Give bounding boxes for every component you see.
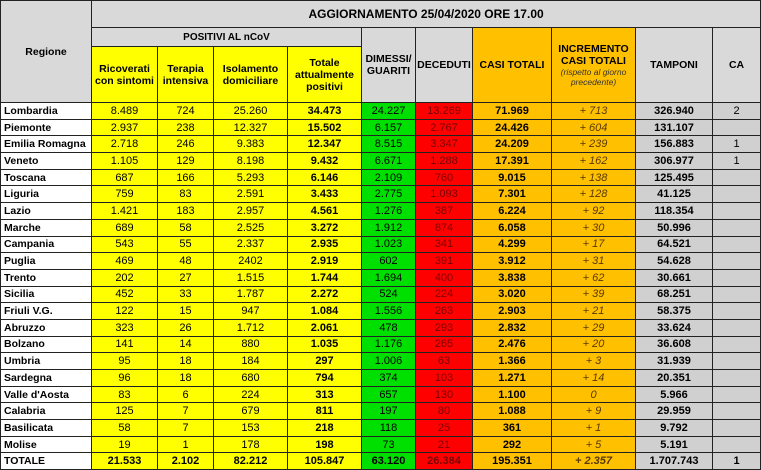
cell-regione: Marche [1,219,92,236]
cell-regione: Molise [1,436,92,453]
cell-terapia: 48 [158,253,214,270]
cell-deceduti: 387 [416,203,473,220]
cell-incremento: 0 [552,386,636,403]
cell-regione: Campania [1,236,92,253]
cell-totale: 105.847 [288,453,362,470]
cell-deceduti: 341 [416,236,473,253]
cell-deceduti: 25 [416,420,473,437]
cell-tamponi: 5.191 [636,436,713,453]
table-row [1,119,761,136]
cell-dimessi: 1.276 [362,203,416,220]
cell-ricoverati: 202 [92,269,158,286]
cell-ricoverati: 122 [92,303,158,320]
cell-cut [713,303,761,320]
cell-isolamento: 224 [214,386,288,403]
table-row [1,370,761,387]
cell-terapia: 33 [158,286,214,303]
cell-isolamento: 9.383 [214,136,288,153]
cell-incremento: + 31 [552,253,636,270]
cell-isolamento: 947 [214,303,288,320]
header-incremento-label: INCREMENTO CASI TOTALI [558,43,629,67]
cell-incremento: + 29 [552,319,636,336]
cell-terapia: 58 [158,219,214,236]
cell-tamponi: 125.495 [636,169,713,186]
cell-ricoverati: 58 [92,420,158,437]
cell-ricoverati: 141 [92,336,158,353]
cell-isolamento: 178 [214,436,288,453]
cell-ricoverati: 759 [92,186,158,203]
cell-regione: Valle d'Aosta [1,386,92,403]
cell-totale: 2.272 [288,286,362,303]
cell-cut [713,420,761,437]
cell-cut [713,169,761,186]
cell-ricoverati: 687 [92,169,158,186]
cell-regione: Toscana [1,169,92,186]
cell-dimessi: 524 [362,286,416,303]
cell-isolamento: 679 [214,403,288,420]
cell-terapia: 18 [158,370,214,387]
cell-totale: 34.473 [288,103,362,120]
cell-regione: Lazio [1,203,92,220]
cell-cut [713,286,761,303]
cell-isolamento: 2.525 [214,219,288,236]
cell-deceduti: 3.347 [416,136,473,153]
cell-deceduti: 265 [416,336,473,353]
cell-regione: Sicilia [1,286,92,303]
cell-totale: 2.919 [288,253,362,270]
cell-isolamento: 25.260 [214,103,288,120]
cell-regione: Basilicata [1,420,92,437]
cell-dimessi: 118 [362,420,416,437]
cell-dimessi: 24.227 [362,103,416,120]
table-row [1,336,761,353]
cell-terapia: 18 [158,353,214,370]
cell-terapia: 14 [158,336,214,353]
cell-isolamento: 2.591 [214,186,288,203]
cell-ricoverati: 83 [92,386,158,403]
cell-tamponi: 326.940 [636,103,713,120]
cell-incremento: + 2.357 [552,453,636,470]
table-row [1,420,761,437]
cell-incremento: + 20 [552,336,636,353]
cell-dimessi: 1.556 [362,303,416,320]
cell-regione: Liguria [1,186,92,203]
cell-totale: 1.084 [288,303,362,320]
cell-regione: Emilia Romagna [1,136,92,153]
cell-deceduti: 874 [416,219,473,236]
cell-regione: Trento [1,269,92,286]
cell-ricoverati: 543 [92,236,158,253]
cell-ricoverati: 125 [92,403,158,420]
cell-dimessi: 657 [362,386,416,403]
cell-totale: 297 [288,353,362,370]
cell-cut [713,203,761,220]
cell-tamponi: 5.966 [636,386,713,403]
cell-dimessi: 1.006 [362,353,416,370]
cell-deceduti: 293 [416,319,473,336]
cell-tamponi: 306.977 [636,153,713,170]
cell-totale: 2.935 [288,236,362,253]
cell-totale: 198 [288,436,362,453]
cell-deceduti: 2.767 [416,119,473,136]
cell-incremento: + 1 [552,420,636,437]
cell-terapia: 6 [158,386,214,403]
cell-ricoverati: 19 [92,436,158,453]
cell-tamponi: 64.521 [636,236,713,253]
cell-cut [713,236,761,253]
cell-cut [713,269,761,286]
cell-deceduti: 391 [416,253,473,270]
cell-ricoverati: 323 [92,319,158,336]
cell-dimessi: 478 [362,319,416,336]
cell-regione: Calabria [1,403,92,420]
cell-casi: 4.299 [473,236,552,253]
cell-isolamento: 5.293 [214,169,288,186]
table-row [1,253,761,270]
cell-terapia: 2.102 [158,453,214,470]
table-row [1,219,761,236]
cell-totale: 2.061 [288,319,362,336]
header-positivi-group: POSITIVI AL nCoV [92,28,362,47]
header-cut-column: CA [713,28,761,103]
table-row [1,186,761,203]
table-row [1,203,761,220]
cell-isolamento: 680 [214,370,288,387]
cell-dimessi: 2.109 [362,169,416,186]
cell-cut: 1 [713,453,761,470]
update-title: AGGIORNAMENTO 25/04/2020 ORE 17.00 [92,1,761,28]
table-row [1,386,761,403]
cell-casi: 6.224 [473,203,552,220]
cell-cut [713,253,761,270]
cell-casi: 3.838 [473,269,552,286]
header-deceduti: DECEDUTI [416,28,473,103]
cell-tamponi: 41.125 [636,186,713,203]
table-row [1,153,761,170]
cell-terapia: 26 [158,319,214,336]
cell-cut [713,403,761,420]
cell-totale: 9.432 [288,153,362,170]
cell-cut: 2 [713,103,761,120]
cell-dimessi: 63.120 [362,453,416,470]
cell-deceduti: 130 [416,386,473,403]
cell-totale: 15.502 [288,119,362,136]
cell-deceduti: 21 [416,436,473,453]
cell-totale: 1.035 [288,336,362,353]
cell-deceduti: 80 [416,403,473,420]
cell-totale: 3.272 [288,219,362,236]
cell-tamponi: 1.707.743 [636,453,713,470]
cell-casi: 1.088 [473,403,552,420]
table-row [1,436,761,453]
cell-isolamento: 1.712 [214,319,288,336]
cell-totale: 6.146 [288,169,362,186]
cell-tamponi: 131.107 [636,119,713,136]
cell-casi: 1.271 [473,370,552,387]
cell-cut: 1 [713,136,761,153]
cell-casi: 24.209 [473,136,552,153]
cell-isolamento: 12.327 [214,119,288,136]
cell-terapia: 7 [158,403,214,420]
header-ricoverati: Ricoverati con sintomi [92,47,158,103]
cell-tamponi: 68.251 [636,286,713,303]
cell-incremento: + 9 [552,403,636,420]
cell-totale: 811 [288,403,362,420]
cell-ricoverati: 2.718 [92,136,158,153]
cell-dimessi: 1.176 [362,336,416,353]
cell-deceduti: 103 [416,370,473,387]
cell-regione: Veneto [1,153,92,170]
cell-incremento: + 713 [552,103,636,120]
header-isolamento: Isolamento domiciliare [214,47,288,103]
cell-isolamento: 1.787 [214,286,288,303]
table-row [1,236,761,253]
cell-totale: 4.561 [288,203,362,220]
cell-casi: 2.476 [473,336,552,353]
cell-deceduti: 13.269 [416,103,473,120]
cell-totale: 1.744 [288,269,362,286]
cell-casi: 195.351 [473,453,552,470]
cell-deceduti: 400 [416,269,473,286]
table-row [1,403,761,420]
cell-casi: 9.015 [473,169,552,186]
cell-casi: 3.912 [473,253,552,270]
cell-casi: 361 [473,420,552,437]
cell-isolamento: 2.337 [214,236,288,253]
cell-regione: Sardegna [1,370,92,387]
cell-isolamento: 2402 [214,253,288,270]
cell-incremento: + 604 [552,119,636,136]
cell-incremento: + 30 [552,219,636,236]
cell-isolamento: 153 [214,420,288,437]
cell-incremento: + 62 [552,269,636,286]
cell-tamponi: 156.883 [636,136,713,153]
cell-deceduti: 1.093 [416,186,473,203]
cell-regione: Lombardia [1,103,92,120]
cell-dimessi: 1.694 [362,269,416,286]
table-row [1,169,761,186]
cell-tamponi: 58.375 [636,303,713,320]
cell-totale: 3.433 [288,186,362,203]
cell-cut [713,436,761,453]
cell-incremento: + 3 [552,353,636,370]
cell-cut [713,119,761,136]
cell-casi: 292 [473,436,552,453]
cell-ricoverati: 469 [92,253,158,270]
cell-casi: 17.391 [473,153,552,170]
cell-tamponi: 50.996 [636,219,713,236]
cell-terapia: 27 [158,269,214,286]
header-tamponi: TAMPONI [636,28,713,103]
cell-ricoverati: 95 [92,353,158,370]
cell-dimessi: 6.671 [362,153,416,170]
cell-incremento: + 21 [552,303,636,320]
cell-regione: Piemonte [1,119,92,136]
cell-terapia: 1 [158,436,214,453]
cell-cut [713,319,761,336]
cell-cut [713,336,761,353]
cell-terapia: 238 [158,119,214,136]
table-row [1,303,761,320]
cell-ricoverati: 8.489 [92,103,158,120]
cell-isolamento: 8.198 [214,153,288,170]
cell-terapia: 724 [158,103,214,120]
cell-terapia: 183 [158,203,214,220]
cell-incremento: + 128 [552,186,636,203]
cell-cut [713,186,761,203]
cell-totale: 12.347 [288,136,362,153]
cell-dimessi: 197 [362,403,416,420]
header-dimessi: DIMESSI/ GUARITI [362,28,416,103]
cell-cut: 1 [713,153,761,170]
cell-terapia: 246 [158,136,214,153]
cell-tamponi: 54.628 [636,253,713,270]
cell-ricoverati: 96 [92,370,158,387]
cell-casi: 7.301 [473,186,552,203]
cell-dimessi: 602 [362,253,416,270]
cell-terapia: 7 [158,420,214,437]
cell-totale: 218 [288,420,362,437]
table-row [1,286,761,303]
cell-tamponi: 118.354 [636,203,713,220]
cell-casi: 1.366 [473,353,552,370]
cell-deceduti: 263 [416,303,473,320]
table-row [1,319,761,336]
cell-ricoverati: 452 [92,286,158,303]
header-incremento [552,28,636,103]
cell-incremento: + 5 [552,436,636,453]
cell-terapia: 55 [158,236,214,253]
cell-dimessi: 1.023 [362,236,416,253]
header-regione: Regione [1,1,92,103]
cell-incremento: + 138 [552,169,636,186]
table-row [1,103,761,120]
cell-totale: 313 [288,386,362,403]
cell-ricoverati: 1.105 [92,153,158,170]
cell-terapia: 83 [158,186,214,203]
cell-tamponi: 30.661 [636,269,713,286]
cell-tamponi: 9.792 [636,420,713,437]
cell-deceduti: 760 [416,169,473,186]
table-row [1,269,761,286]
cell-casi: 1.100 [473,386,552,403]
header-casi-totali: CASI TOTALI [473,28,552,103]
cell-regione: Abruzzo [1,319,92,336]
cell-regione: TOTALE [1,453,92,470]
header-terapia: Terapia intensiva [158,47,214,103]
cell-regione: Friuli V.G. [1,303,92,320]
cell-dimessi: 8.515 [362,136,416,153]
cell-totale: 794 [288,370,362,387]
cell-dimessi: 6.157 [362,119,416,136]
cell-tamponi: 29.959 [636,403,713,420]
cell-terapia: 15 [158,303,214,320]
header-totale-positivi: Totale attualmente positivi [288,47,362,103]
cell-terapia: 129 [158,153,214,170]
header-incremento-note: (rispetto al giorno precedente) [560,67,627,87]
cell-deceduti: 26.384 [416,453,473,470]
cell-tamponi: 36.608 [636,336,713,353]
cell-isolamento: 2.957 [214,203,288,220]
cell-ricoverati: 2.937 [92,119,158,136]
table-row [1,353,761,370]
cell-dimessi: 1.912 [362,219,416,236]
cell-casi: 6.058 [473,219,552,236]
cell-isolamento: 82.212 [214,453,288,470]
cell-deceduti: 63 [416,353,473,370]
cell-dimessi: 374 [362,370,416,387]
cell-dimessi: 73 [362,436,416,453]
cell-isolamento: 1.515 [214,269,288,286]
cell-isolamento: 184 [214,353,288,370]
cell-incremento: + 162 [552,153,636,170]
cell-dimessi: 2.775 [362,186,416,203]
cell-incremento: + 39 [552,286,636,303]
cell-deceduti: 224 [416,286,473,303]
cell-ricoverati: 689 [92,219,158,236]
cell-cut [713,353,761,370]
cell-tamponi: 20.351 [636,370,713,387]
cell-deceduti: 1.288 [416,153,473,170]
cell-cut [713,386,761,403]
cell-ricoverati: 1.421 [92,203,158,220]
cell-tamponi: 33.624 [636,319,713,336]
cell-casi: 24.426 [473,119,552,136]
cell-casi: 2.903 [473,303,552,320]
table-body [1,103,761,470]
cell-casi: 71.969 [473,103,552,120]
cell-isolamento: 880 [214,336,288,353]
cell-tamponi: 31.939 [636,353,713,370]
cell-regione: Bolzano [1,336,92,353]
cell-ricoverati: 21.533 [92,453,158,470]
cell-incremento: + 17 [552,236,636,253]
cell-regione: Puglia [1,253,92,270]
cell-cut [713,370,761,387]
table-row [1,136,761,153]
totals-row [1,453,761,470]
cell-casi: 3.020 [473,286,552,303]
cell-incremento: + 92 [552,203,636,220]
cell-incremento: + 14 [552,370,636,387]
cell-terapia: 166 [158,169,214,186]
cell-cut [713,219,761,236]
cell-regione: Umbria [1,353,92,370]
cell-incremento: + 239 [552,136,636,153]
cell-casi: 2.832 [473,319,552,336]
